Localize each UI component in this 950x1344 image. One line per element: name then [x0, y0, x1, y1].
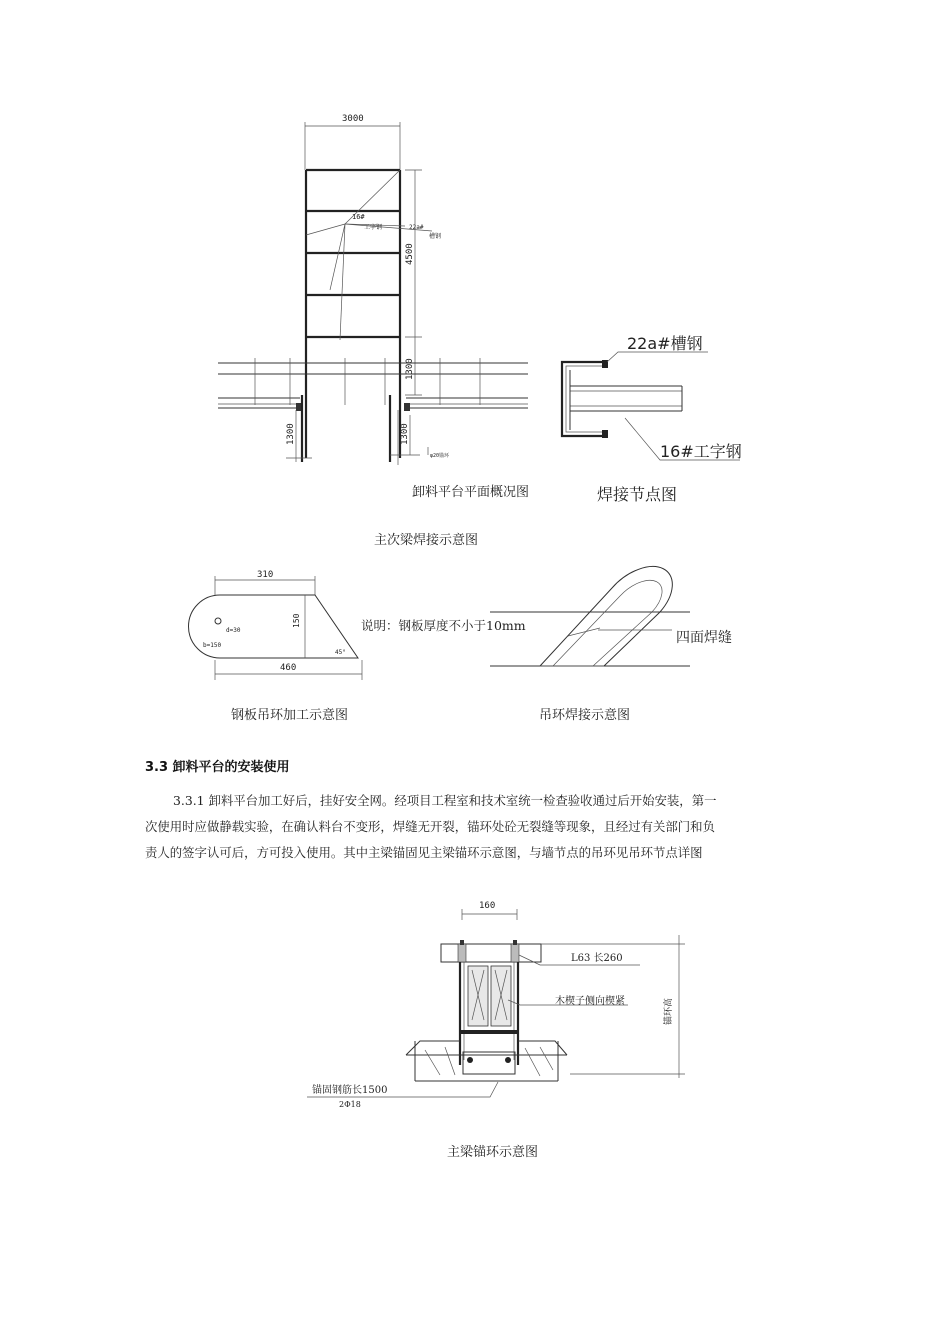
dim-4500: 4500 — [405, 243, 415, 265]
dim-3000: 3000 — [342, 114, 364, 124]
caption-main-secondary-beam: 主次梁焊接示意图 — [374, 533, 479, 548]
label-anchor-ring-small: φ20锚环 — [430, 453, 450, 459]
caption-plate: 钢板吊环加工示意图 — [231, 708, 349, 723]
label-i-beam-small: 工字钢 — [364, 224, 383, 231]
label-16: 16# — [352, 213, 365, 221]
label-ring-height: 锚环高 — [664, 997, 674, 1025]
weld-label-four-sides: 四面焊缝 — [676, 630, 732, 646]
dim-150: 150 — [292, 613, 301, 628]
label-channel-small: 槽钢 — [429, 233, 442, 240]
label-45: 45° — [335, 649, 346, 656]
label-rebar-spec: 2Φ18 — [339, 1100, 361, 1109]
dim-310: 310 — [257, 570, 274, 580]
caption-ring-weld: 吊环焊接示意图 — [539, 708, 631, 723]
label-rebar: 锚固钢筋长1500 — [312, 1085, 388, 1096]
weld-label-16: 16#工字钢 — [660, 442, 742, 461]
dim-160: 160 — [479, 901, 496, 911]
caption-anchor-ring: 主梁锚环示意图 — [447, 1145, 539, 1160]
dim-460: 460 — [280, 663, 297, 673]
label-b150: b=150 — [203, 642, 222, 649]
weld-label-22a: 22a#槽钢 — [627, 334, 703, 353]
caption-plan: 卸料平台平面概况图 — [412, 485, 530, 500]
paragraph-line-1: 3.3.1 卸料平台加工好后，挂好安全网。经项目工程室和技术室统一检查验收通过后开始安装，第一 — [173, 793, 717, 808]
dim-1300-lower: 1300 — [400, 423, 410, 445]
label-d30: d=30 — [226, 627, 241, 634]
dim-1300-left: 1300 — [286, 423, 296, 445]
label-22a-small: 22a# — [409, 224, 424, 231]
label-wedge: 木楔子侧向楔紧 — [555, 996, 625, 1007]
plate-note: 说明：钢板厚度不小于10mm — [361, 618, 526, 633]
paragraph-line-2: 次使用时应做静载实验，在确认料台不变形，焊缝无开裂，锚环处砼无裂缝等现象，且经过有关部门和负 — [145, 819, 715, 834]
caption-weld-node: 焊接节点图 — [597, 485, 678, 504]
label-l63: L63 长260 — [571, 953, 623, 964]
section-heading: 3.3 卸料平台的安装使用 — [145, 760, 290, 775]
dim-1300-right: 1300 — [405, 358, 415, 380]
paragraph-line-3: 责人的签字认可后，方可投入使用。其中主梁锚固见主梁锚环示意图，与墙节点的吊环见吊环节点详图 — [145, 845, 703, 860]
